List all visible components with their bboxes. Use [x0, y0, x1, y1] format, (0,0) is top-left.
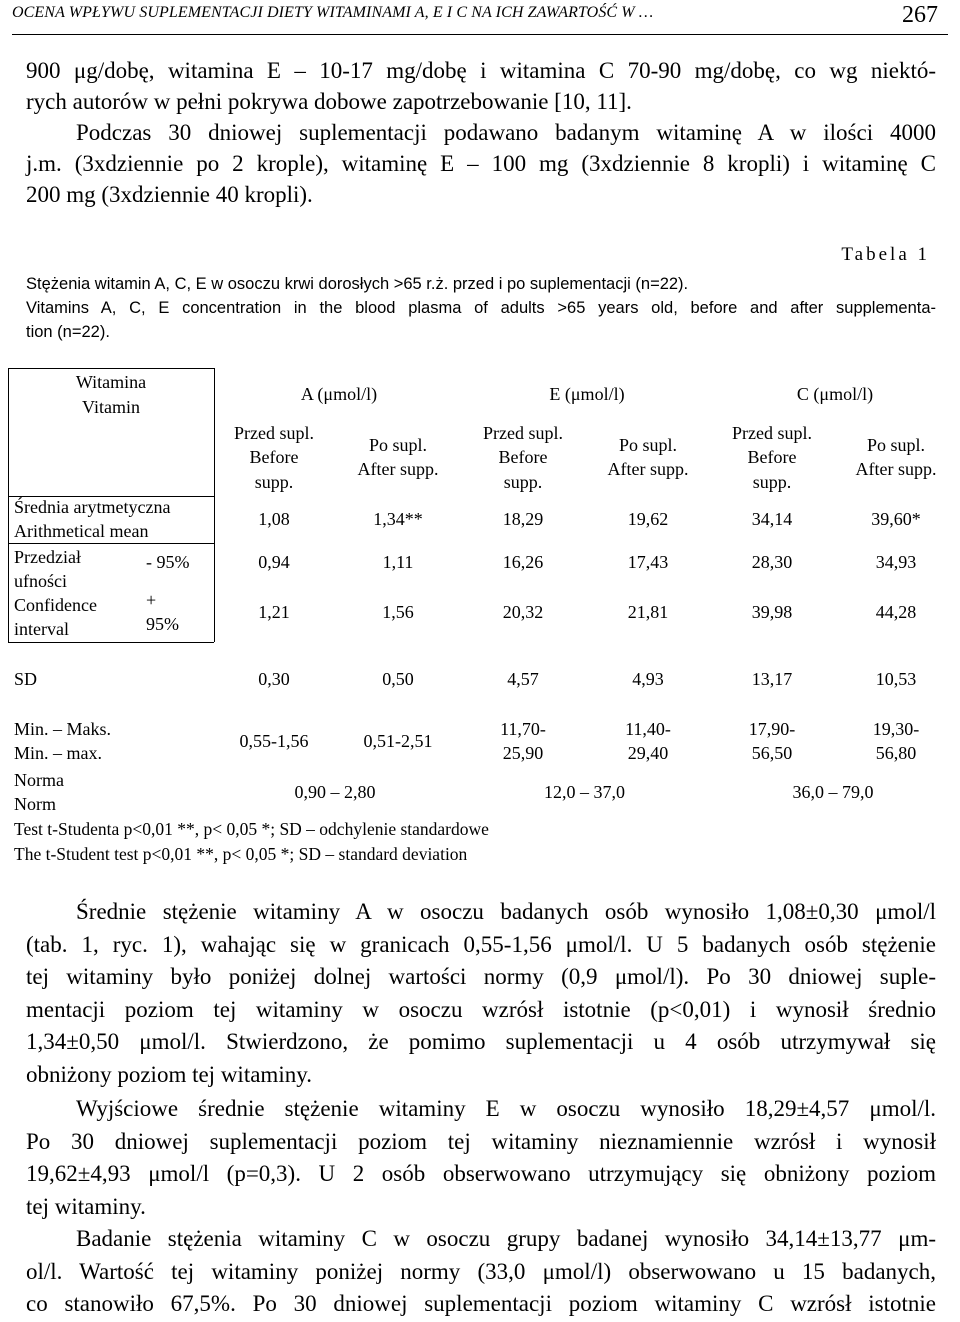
text-line: 1,34±0,50 μmol/l. Stwierdzono, że pomimo suplementacji u 4 osób utrzymywał się — [26, 1029, 936, 1054]
row-label-minmax: Min. – Maks. — [14, 719, 112, 739]
sub-header-before: Przed supl. — [483, 423, 563, 443]
sub-header-before: supp. — [752, 472, 792, 492]
text-line: 19,62±4,93 μmol/l (p=0,3). U 2 osób obserwowano utrzymujący się obniżony poziom — [26, 1161, 936, 1186]
row-label-norm: Norm — [14, 794, 56, 814]
sub-header-after: After supp. — [855, 459, 937, 479]
text-line: 900 μg/dobę, witamina E – 10-17 mg/dobę i witamina C 70-90 mg/dobę, co wg niektó- — [26, 58, 936, 83]
sub-header-after: Po supl. — [368, 435, 428, 455]
table-cell: 1,56 — [382, 602, 414, 622]
text-line: tej witaminy. — [26, 1193, 146, 1219]
row-label-norm: Norma — [14, 770, 64, 790]
row-label-ci-upper: 95% — [146, 614, 179, 634]
table-cell: 17,90- — [748, 719, 796, 739]
table-cell: 17,43 — [627, 552, 669, 572]
table-cell: 36,0 – 79,0 — [792, 782, 874, 802]
row-label-sd: SD — [14, 669, 38, 689]
sub-header-before: Przed supl. — [234, 423, 314, 443]
row-label-minmax: Min. – max. — [14, 743, 102, 763]
caption-en-cont: tion (n=22). — [26, 323, 110, 341]
table-cell: 1,08 — [258, 509, 290, 529]
sub-header-before: supp. — [503, 472, 543, 492]
text-line: obniżony poziom tej witaminy. — [26, 1061, 312, 1087]
caption-pl: Stężenia witamin A, C, E w osoczu krwi dorosłych >65 r.ż. przed i po suplementacji (n=22). — [26, 275, 689, 293]
row-label-ci: ufności — [14, 571, 67, 591]
text-line: Wyjściowe średnie stężenie witaminy E w osoczu wynosiło 18,29±4,57 μmol/l. — [76, 1096, 936, 1121]
table-cell: 1,21 — [258, 602, 290, 622]
row-label-mean: Średnia arytmetyczna — [14, 497, 171, 517]
sub-header-before: Przed supl. — [732, 423, 812, 443]
group-header-c: C (μmol/l) — [796, 384, 874, 404]
text-line: mentacji poziom tej witaminy w osoczu wzrósł istotnie (p<0,01) i wynosił średnio — [26, 996, 936, 1022]
sub-header-after: After supp. — [357, 459, 439, 479]
row-label-ci-upper: + — [146, 590, 157, 610]
table-cell: 1,11 — [382, 552, 414, 572]
table-cell: 19,62 — [627, 509, 669, 529]
text-line: Średnie stężenie witaminy A w osoczu badanych osób wynosiło 1,08±0,30 μmol/l — [76, 899, 936, 924]
table-cell: 56,80 — [875, 743, 917, 763]
table-cell: 29,40 — [627, 743, 669, 763]
sub-header-after: Po supl. — [866, 435, 926, 455]
table-cell: 0,94 — [258, 552, 290, 572]
table-cell: 0,55-1,56 — [239, 731, 309, 751]
table-cell: 20,32 — [502, 602, 544, 622]
caption-en: Vitamins A, C, E concentration in the blood plasma of adults >65 years old, before and after supplementa- — [26, 299, 936, 317]
table-cell: 4,93 — [632, 669, 664, 689]
body-paragraph-2 — [26, 1093, 936, 1223]
table-cell: 39,98 — [751, 602, 793, 622]
page-number: 267 — [902, 2, 938, 28]
sub-header-after: After supp. — [607, 459, 689, 479]
group-header-e: E (μmol/l) — [549, 384, 625, 404]
table-note-en: The t-Student test p<0,01 **, p< 0,05 *; SD – standard deviation — [14, 844, 468, 864]
table-cell: 11,40- — [625, 719, 671, 739]
row-label-ci: interval — [14, 619, 69, 639]
table-cell: 0,51-2,51 — [363, 731, 433, 751]
text-line: ol/l. Wartość tej witaminy poniżej normy (33,0 μmol/l) obserwowano u 15 badanych, — [26, 1258, 936, 1284]
row-label-ci: Confidence — [14, 595, 97, 615]
table-cell: 44,28 — [875, 602, 917, 622]
table-cell: 34,93 — [875, 552, 917, 572]
table-cell: 18,29 — [502, 509, 544, 529]
corner-label: Vitamin — [82, 397, 140, 417]
text-line: 200 mg (3xdziennie 40 kropli). — [26, 182, 313, 207]
table-cell: 56,50 — [751, 743, 793, 763]
text-line: (tab. 1, ryc. 1), wahając się w granicach 0,55-1,56 μmol/l. U 5 badanych osób stężenie — [26, 931, 936, 957]
table-cell: 0,30 — [258, 669, 290, 689]
sub-header-before: Before — [498, 447, 548, 467]
row-label-ci: Przedział — [14, 547, 81, 567]
text-line: tej witaminy było poniżej dolnej wartości normy (0,9 μmol/l). Po 30 dniowej suple- — [26, 964, 936, 989]
table-cell: 11,70- — [500, 719, 546, 739]
table-rule — [8, 543, 214, 544]
table-note-pl: Test t-Studenta p<0,01 **, p< 0,05 *; SD – odchylenie standardowe — [14, 819, 489, 839]
text-line: co stanowiło 67,5%. Po 30 dniowej suplementacji poziom witaminy C wzrósł istotnie — [26, 1291, 936, 1316]
table-cell: 16,26 — [502, 552, 544, 572]
table-cell: 21,81 — [627, 602, 669, 622]
row-label-ci-lower: - 95% — [146, 552, 190, 572]
sub-header-before: supp. — [254, 472, 294, 492]
table-cell: 12,0 – 37,0 — [544, 782, 625, 802]
table-cell: 34,14 — [751, 509, 793, 529]
table-cell: 4,57 — [507, 669, 539, 689]
corner-label: Witamina — [75, 372, 147, 392]
text-line: Po 30 dniowej suplementacji poziom tej witaminy nieznamiennie wzrósł i wynosił — [26, 1128, 936, 1154]
table-cell: 19,30- — [872, 719, 920, 739]
running-title: OCENA WPŁYWU SUPLEMENTACJI DIETY WITAMINAMI A, E I C NA ICH ZAWARTOŚĆ W … — [12, 4, 654, 21]
text-line: j.m. (3xdziennie po 2 krople), witaminę E – 100 mg (3xdziennie 8 kropli) i witaminę C — [26, 151, 936, 176]
table-cell: 39,60* — [871, 509, 921, 529]
body-paragraph-3 — [26, 1223, 936, 1321]
body-paragraph-1 — [26, 896, 936, 1091]
table-rule — [8, 642, 214, 643]
sub-header-after: Po supl. — [618, 435, 678, 455]
sub-header-before: Before — [249, 447, 299, 467]
table-rule — [8, 368, 214, 369]
text-line: Badanie stężenia witaminy C w osoczu grupy badanej wynosiło 34,14±13,77 μm- — [76, 1226, 936, 1251]
table-cell: 1,34** — [373, 509, 423, 529]
table-cell: 13,17 — [751, 669, 793, 689]
table-cell: 0,50 — [382, 669, 414, 689]
table-cell: 0,90 – 2,80 — [294, 782, 376, 802]
table-cell: 28,30 — [751, 552, 793, 572]
text-line: rych autorów w pełni pokrywa dobowe zapotrzebowanie [10, 11]. — [26, 89, 632, 114]
group-header-a: A (μmol/l) — [300, 384, 378, 404]
row-label-mean: Arithmetical mean — [14, 521, 149, 541]
table-label: Tabela 1 — [841, 244, 930, 265]
table-cell: 10,53 — [875, 669, 917, 689]
sub-header-before: Before — [747, 447, 797, 467]
text-line: Podczas 30 dniowej suplementacji podawano badanym witaminę A w ilości 4000 — [76, 120, 936, 145]
table-cell: 25,90 — [502, 743, 544, 763]
